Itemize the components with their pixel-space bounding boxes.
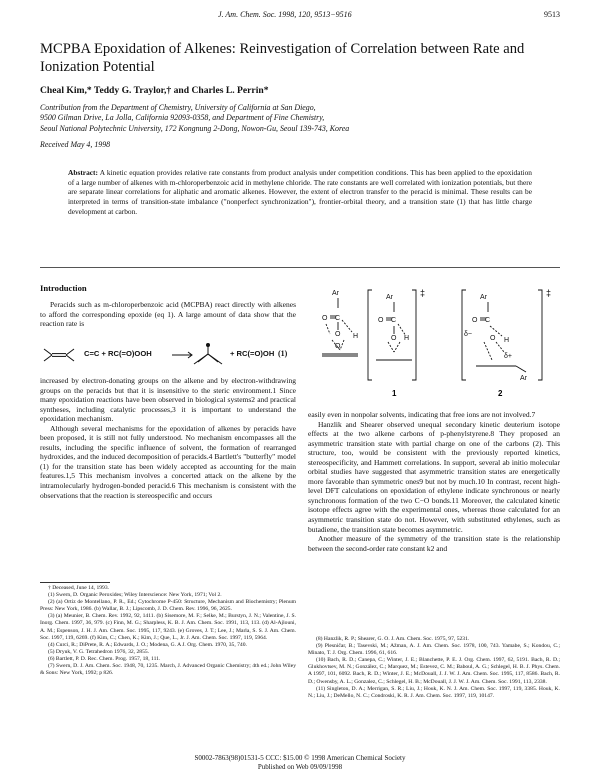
affiliation-line: 9500 Gilman Drive, La Jolla, California 92093-0358, and Department of Fine Chemistry, bbox=[40, 113, 325, 123]
intro-paragraph-1: Peracids such as m-chloroperbenzoic acid (MCPBA) react directly with alkenes to afford the corresponding epoxide (eq 1). A large amount of data show that the reaction rate is bbox=[40, 300, 296, 329]
svg-text:O: O bbox=[378, 317, 384, 324]
footnote: (8) Hanzlik, R. P.; Shearer, G. O. J. Am. Chem. Soc. 1975, 97, 5231. bbox=[316, 636, 470, 642]
affiliation bbox=[40, 103, 560, 134]
svg-text:O: O bbox=[391, 335, 397, 342]
footnote-divider bbox=[40, 582, 110, 583]
footnote: (6) Bartlett, P. D. Rec. Chem. Prog. 1957, 18, 111. bbox=[48, 655, 161, 662]
footnotes-left bbox=[40, 585, 296, 677]
abstract bbox=[68, 168, 532, 217]
svg-text:C: C bbox=[335, 315, 341, 322]
ts2-ddagger: ‡ bbox=[546, 288, 552, 298]
article-title: MCPBA Epoxidation of Alkenes: Reinvestigation of Correlation between Rate and Ionization Potential bbox=[40, 41, 525, 75]
ts2-ar-label: Ar bbox=[480, 294, 487, 301]
structure-label-1: 1 bbox=[392, 389, 397, 398]
footnote: (10) Bach, R. D.; Canepa, C.; Winter, J. E.; Blanchette, P. E. J. Org. Chem. 1997, 62, 5191. Bach, R. D.; Glukhovtsev, M. N.; González, C.; Marquez, M.; Estevez, C. M.; Baboul, A. G.; Schlegel, H. B. J. Phys. Chem. A 1997, 101, 6092. Bach, R. D.; Winter, J. E.; McDouall, J. J. W. J. Am. Chem. Soc. 1995, 117, 8586. Bach, R. D.; Owensby, A. L.; Gonzalez, C.; Schlegel, H. B.; McDouall, J. J. W. J. Am. Chem. Soc. 1991, 113, 2338. bbox=[308, 657, 560, 685]
footnote: (7) Swern, D. J. Am. Chem. Soc. 1948, 70, 1235. March, J. Advanced Organic Chemistry; 4th ed.; John Wiley & Sons: New York, 1992; p 826. bbox=[40, 663, 296, 677]
ts2-ar-bottom: Ar bbox=[520, 375, 527, 382]
svg-text:O: O bbox=[490, 335, 496, 342]
right-column-text bbox=[308, 410, 560, 553]
eq-reactant: C=C + RC(=O)OOH bbox=[84, 349, 152, 358]
structures-graphic bbox=[308, 280, 560, 400]
right-paragraph-1: Hanzlik and Shearer observed unequal secondary kinetic deuterium isotope effects at the two alkene carbons of p-phenylstyrene.8 They proposed an asymmetric transition state with partial charge on one of the carbons (2). This structure, too, would be consistent with the previously reported kinetics, stereospecificity, and Hammett correlations. In support, several ab initio molecular orbital studies have suggested that asymmetric transition states are energetically more favorable than symmetric ones9 but not by much.10 In contrast, recent high-level DFT calculations on epoxidation of ethylene indicate synchronous or nearly synchronous formation of the two C−O bonds.11 Moreover, the calculated kinetic isotope effects agree with the experimental ones, whereas those calculated for an asymmetric transition state do not. However, with substituted ethylenes, such as butadiene, the transition state becomes asymmetric. bbox=[308, 419, 560, 534]
affiliation-line: Contribution from the Department of Chemistry, University of California at San Diego, bbox=[40, 103, 316, 112]
delta-plus: δ+ bbox=[504, 353, 512, 360]
ts1-ar-label: Ar bbox=[386, 294, 393, 301]
svg-text:O: O bbox=[472, 317, 478, 324]
footer-copyright: S0002-7863(98)01531-5 CCC: $15.00 © 1998 American Chemical Society bbox=[194, 754, 406, 762]
intro-paragraph-2: Although several mechanisms for the epoxidation of alkenes by peracids have been proposed, it is still not fully understood. No mechanism encompasses all the results, including the specific influence of solvent, the formation of rearranged hydroxides, and the induced decomposition of peracids.4 Bartlett's "butterfly" model (1) for the transition state has been widely accepted as accounting for the main features.1,5 This mechanism involves a concerted attack on the alkene by the intramolecularly hydrogen-bonded peracid.6 This mechanism is consistent with the observations that the reaction is stereospecific and occurs bbox=[40, 423, 296, 500]
intro-paragraph-1-continued: increased by electron-donating groups on the alkene and by electron-withdrawing groups on the peracids but that it is insensitive to the steric environment.1 Since many epoxidation reactions have been observed in biological systems2 and practical syntheses, including catalytic processes,3 it is important to understand the epoxidation mechanism. Although several mechanisms for the epoxidation of alkenes by peracids have been proposed, it is still not fully understood. No mechanism encompasses all the results, including the specific influence of solvent, the formation of rearranged hydroxides, and the induced decomposition of peracids.4 Bartlett's "butterfly" model (1) for the transition state has been widely accepted as accounting for the main features.1,5 This mechanism involves a concerted attack on the alkene by the intramolecularly hydrogen-bonded peracid.6 This mechanism is consistent with the observations that the reaction is stereospecific and occurs bbox=[40, 376, 296, 500]
footnote: (1) Swern, D. Organic Peroxides; Wiley Interscience: New York, 1971; Vol 2. bbox=[48, 592, 222, 599]
structure-label-2: 2 bbox=[498, 389, 503, 398]
right-paragraph-0: easily even in nonpolar solvents, indicating that free ions are not involved.7 bbox=[308, 410, 536, 419]
delta-minus: δ− bbox=[464, 331, 472, 338]
section-heading-introduction: Introduction bbox=[40, 283, 87, 293]
author-list: Cheal Kim,* Teddy G. Traylor,† and Charles L. Perrin* bbox=[40, 85, 269, 96]
svg-text:H: H bbox=[504, 337, 510, 344]
abstract-label: Abstract: bbox=[68, 168, 98, 177]
eq-product: + RC(=O)OH bbox=[230, 349, 275, 358]
footer-publication-date: Published on Web 09/09/1998 bbox=[257, 762, 343, 771]
svg-text:H: H bbox=[404, 335, 410, 342]
abstract-text: A kinetic equation provides relative rate constants from product analysis under competition conditions. This has been applied to the epoxidation of a large number of alkenes with m-chloroperbenzoic acid in methylene chloride. The rate constants are well correlated with ionization potentials, but there are separate linear correlations for aliphatic and aromatic alkenes. However, the extent of electron transfer to the peracid is minimal. These results can be interpreted in terms of transition-state imbalance ("nonperfect synchronization"), frontier-orbital theory, and a transition state (1) that has little charge development at carbon. bbox=[68, 168, 532, 216]
footnote: (4) Curci, R.; DiPrete, R. A.; Edwards, J. O.; Modena, G. A J. Org. Chem. 1970, 35, 740. bbox=[48, 641, 247, 648]
struct1-ar-label: Ar bbox=[332, 290, 339, 297]
svg-text:C: C bbox=[485, 317, 491, 324]
right-paragraph-2: Another measure of the symmetry of the transition state is the relationship between the second-order rate constant k2 and bbox=[308, 534, 560, 553]
footnote: † Deceased, June 14, 1993. bbox=[48, 585, 110, 591]
svg-text:O: O bbox=[335, 343, 341, 350]
page-footer bbox=[40, 754, 560, 771]
footnote: (3) (a) Meunier, B. Chem. Rev. 1992, 92, 1411. (b) Sisemore, M. F.; Selke, M.; Burstyn, J. N.; Valentine, J. S. Inorg. Chem. 1997, 36, 979. (c) Finn, M. G.; Sharpless, K. B. J. Am. Chem. Soc. 1991, 113, 113. (d) Al-Ajlouni, A. M.; Espenson, J. H. J. Am. Chem. Soc. 1995, 117, 9243. (e) Groves, J. T.; Lee, J.; Marla, S. S. J. Am. Chem. Soc. 1997, 119, 6269. (f) Kim, C.; Chen, K.; Kim, J.; Que, L., Jr. J. Am. Chem. Soc. 1997, 119, 5964. bbox=[40, 613, 296, 641]
abstract-divider bbox=[40, 267, 560, 268]
svg-text:O: O bbox=[335, 331, 341, 338]
eq-number: (1) bbox=[278, 349, 288, 358]
received-date: Received May 4, 1998 bbox=[40, 140, 111, 149]
equation-1 bbox=[40, 340, 296, 370]
footnote: (2) (a) Ortiz de Montellano, P. R., Ed.; Cytochrome P-450: Structure, Mechanism and Biochemistry; Plenum Press: New York, 1986. (b) Wallar, B. J.; Lipscomb, J. D. Chem. Rev. 1996, 96, 2625. bbox=[40, 599, 296, 613]
epoxide-oxygen bbox=[206, 343, 210, 347]
svg-text:H: H bbox=[353, 333, 359, 340]
svg-text:C: C bbox=[391, 317, 397, 324]
running-header: J. Am. Chem. Soc. 1998, 120, 9513−9516 bbox=[218, 10, 352, 19]
footnote: (11) Singleton, D. A.; Merrigan, S. R.; Liu, J.; Houk, K. N. J. Am. Chem. Soc. 1997, 119, 3385. Houk, K. N.; Liu, J.; DeMello, N. C.; Condroski, K. R. J. Am. Chem. Soc. 1997, 119, 10147. bbox=[308, 685, 560, 699]
transition-state-figure bbox=[308, 280, 560, 400]
page-number: 9513 bbox=[544, 10, 560, 19]
svg-text:O: O bbox=[322, 315, 328, 322]
ts1-ddagger: ‡ bbox=[420, 288, 426, 298]
footnote: (5) Dryuk, V. G. Tetrahedron 1976, 32, 2855. bbox=[48, 648, 150, 655]
affiliation-line: Seoul National Polytechnic University, 172 Kongnung 2-Dong, Nowon-Gu, Seoul 139-743, Korea bbox=[40, 123, 350, 133]
footnotes-right bbox=[308, 636, 560, 700]
footnote: (9) Plesničar, B.; Tasevski, M.; Ažman, A. J. Am. Chem. Soc. 1978, 100, 743. Yamabe, S.; Kondou, C.; Minato, T. J. Org. Chem. 1996, 61, 616. bbox=[308, 643, 560, 657]
